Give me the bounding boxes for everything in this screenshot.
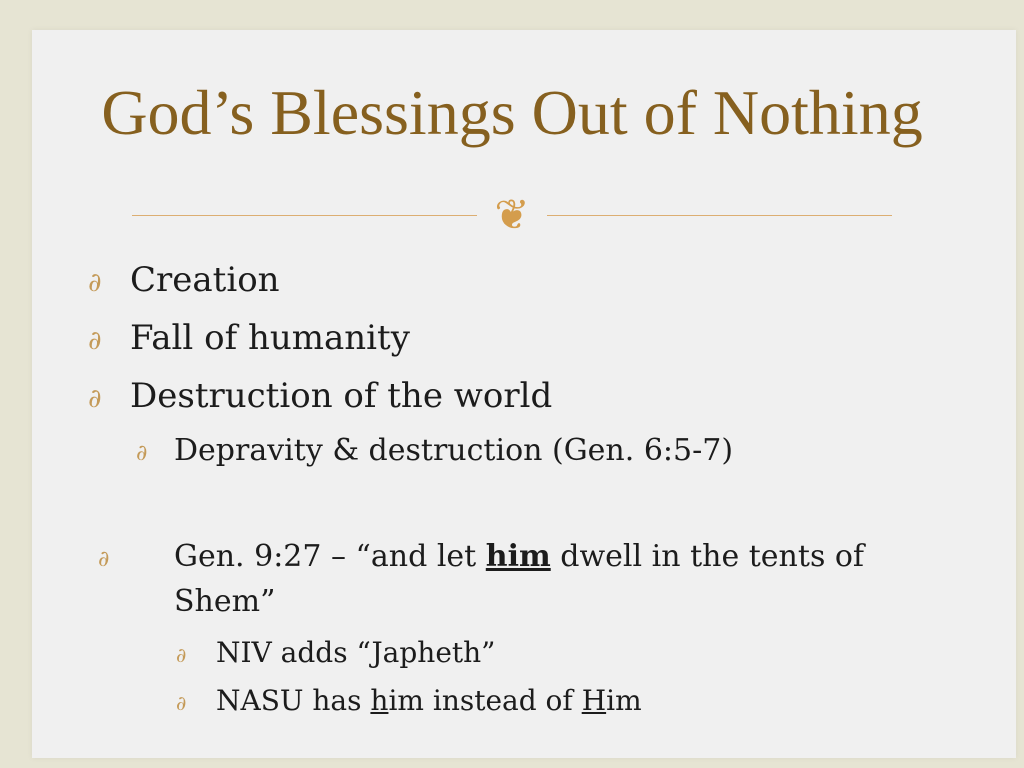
- bullet-text: Creation: [130, 260, 280, 300]
- bullet-text: Depravity & destruction (Gen. 6:5-7): [174, 433, 734, 468]
- bullet-text: Fall of humanity: [130, 318, 410, 358]
- underlined-h-lower: h: [370, 684, 389, 717]
- bullet-icon: ∂: [176, 643, 187, 667]
- bullet-fall-of-humanity: [88, 316, 410, 363]
- slide-title: God’s Blessings Out of Nothing: [101, 77, 923, 148]
- bullet-icon: ∂: [98, 547, 110, 572]
- underlined-h-upper: H: [581, 684, 607, 717]
- bullet-icon: ∂: [88, 384, 102, 414]
- bullet-text-pre: NASU has: [216, 684, 371, 717]
- bullet-icon: ∂: [136, 441, 148, 466]
- subsubbullet-nasu: [176, 682, 642, 722]
- subbullet-depravity: [136, 430, 733, 475]
- subsubbullet-niv: [176, 634, 496, 674]
- subbullet-gen-9-27: [98, 536, 954, 623]
- emphasis-him: him: [485, 539, 551, 574]
- bullet-text-post: dwell in the tents of Shem”: [174, 539, 865, 619]
- bullet-text-mid: im instead of: [388, 684, 582, 717]
- ornament-icon: ❦: [494, 190, 530, 239]
- bullet-text-pre: Gen. 9:27 – “and let: [174, 539, 486, 574]
- bullet-icon: ∂: [88, 326, 102, 356]
- bullet-destruction-of-world: [88, 374, 552, 421]
- bullet-text-post: im: [606, 684, 642, 717]
- bullet-icon: ∂: [176, 691, 187, 715]
- bullet-text: NIV adds “Japheth”: [216, 636, 496, 669]
- bullet-text: Destruction of the world: [130, 376, 553, 416]
- bullet-creation: [88, 258, 280, 305]
- bullet-icon: ∂: [88, 268, 102, 298]
